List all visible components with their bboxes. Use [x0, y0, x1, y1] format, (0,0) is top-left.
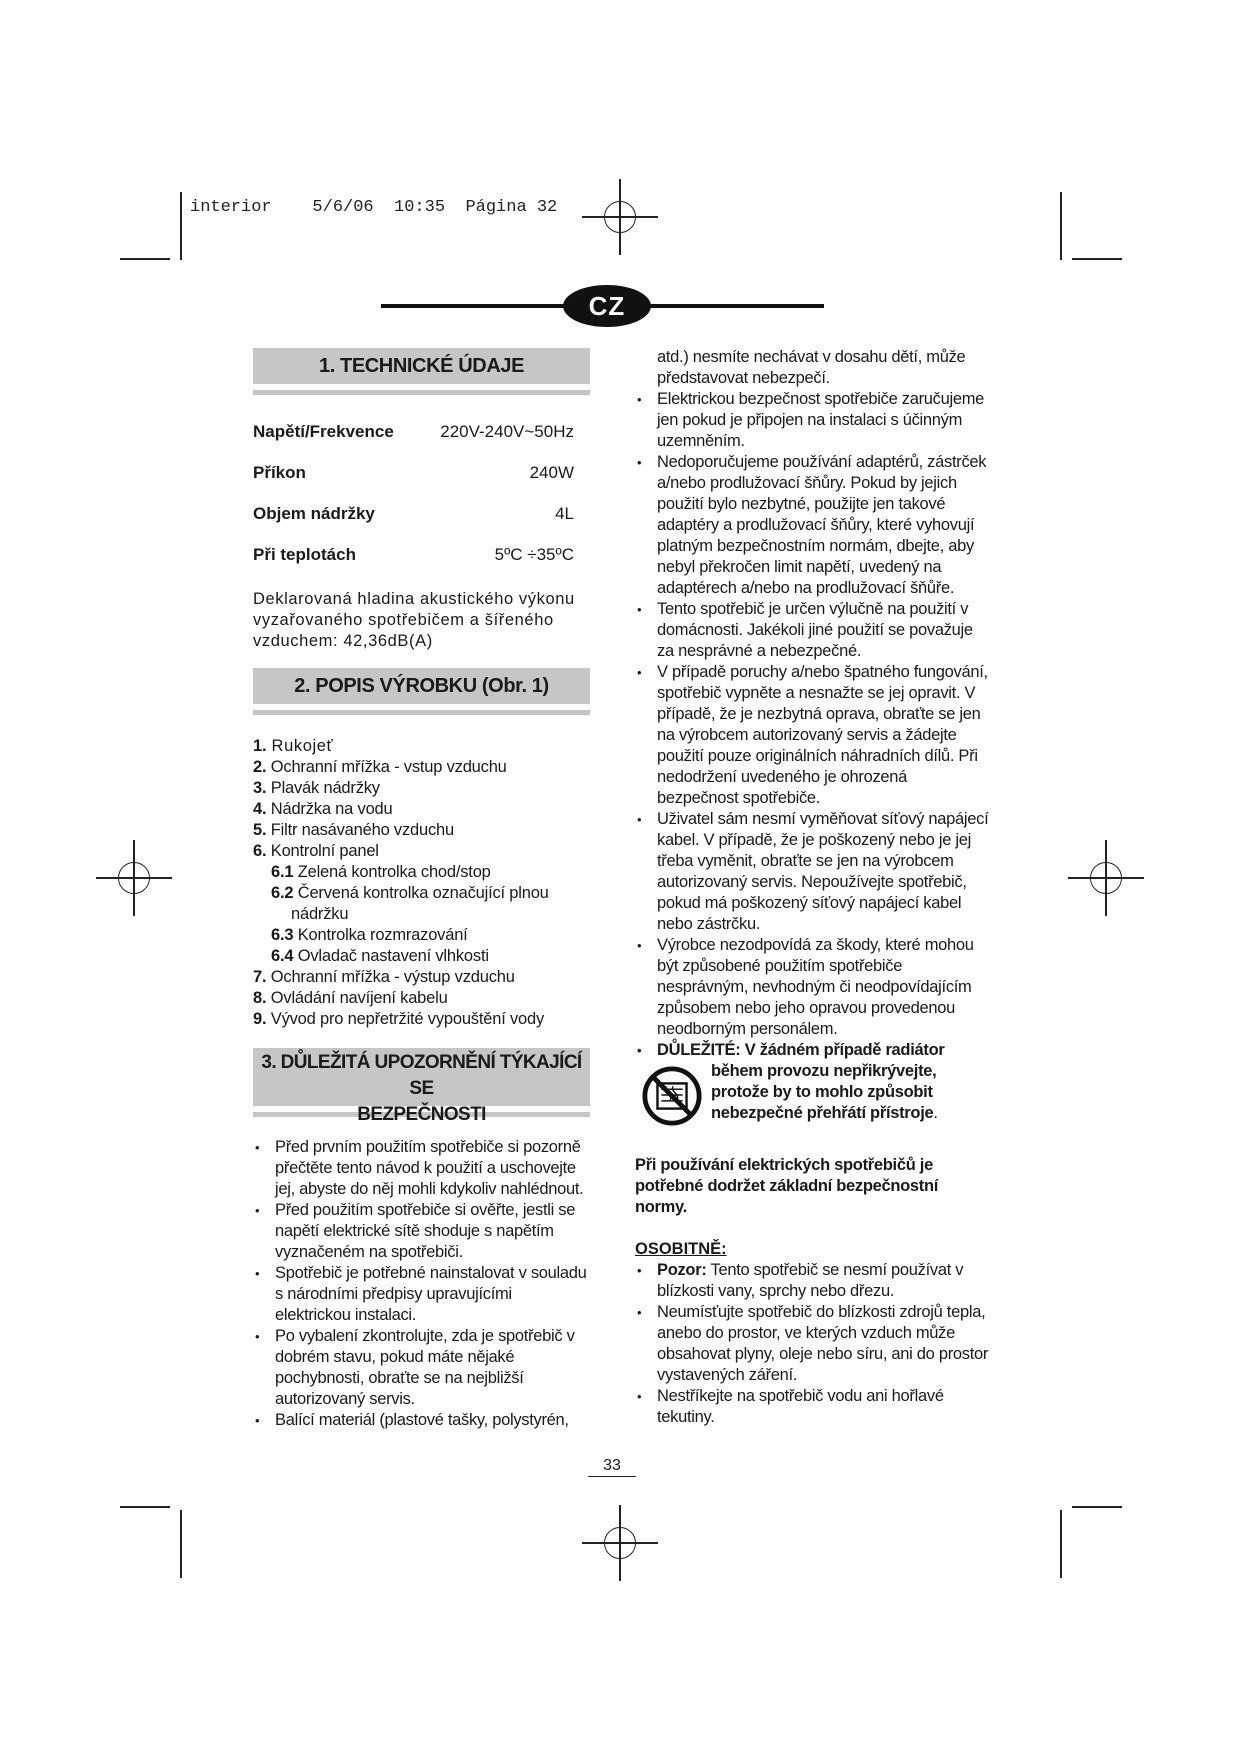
- list-item: • Elektrickou bezpečnost spotřebiče zaručujeme jen pokud je připojen na instalaci s účinným uzemněním.: [635, 389, 990, 452]
- important-label: DŮLEŽITÉ:: [657, 1041, 741, 1059]
- spec-label: Objem nádržky: [253, 503, 375, 523]
- list-item: • Tento spotřebič je určen výlučně na použití v domácnosti. Jakékoli jiné použití se považuje za nesprávné a nebezpečné.: [635, 599, 990, 662]
- list-item: 5. Filtr nasávaného vzduchu: [253, 821, 454, 839]
- list-item: • Neumísťujte spotřebič do blízkosti zdrojů tepla, anebo do prostor, ve kterých vzduch může obsahovat plyny, oleje nebo síru, ani do prostor vystavených záření.: [635, 1302, 990, 1386]
- list-item: 3. Plavák nádržky: [253, 779, 380, 797]
- registration-mark-icon: [600, 197, 640, 237]
- list-item: nádržku: [291, 905, 349, 923]
- list-item: 6.4 Ovladač nastavení vlhkosti: [271, 947, 489, 965]
- safety-list-left: [253, 1137, 590, 1431]
- spec-row: [253, 411, 590, 452]
- safety-list-right: [635, 347, 990, 1061]
- noise-note: Deklarovaná hladina akustického výkonu vyzařovaného spotřebičem a šířeného vzduchem: 42,36dB(A): [253, 590, 575, 650]
- crop-mark: [180, 192, 182, 260]
- section-heading-safety: [253, 1048, 590, 1125]
- list-item-continuation: atd.) nesmíte nechávat v dosahu dětí, může představovat nebezpečí.: [657, 348, 966, 387]
- header-band: [381, 304, 571, 308]
- section-heading-description: 2. POPIS VÝROBKU (Obr. 1): [253, 668, 590, 704]
- spec-row: [253, 534, 590, 575]
- list-item: 6.1 Zelená kontrolka chod/stop: [271, 863, 491, 881]
- spec-value: 5ºC ÷35ºC: [494, 544, 574, 564]
- list-item: • Po vybalení zkontrolujte, zda je spotřebič v dobrém stavu, pokud máte nějaké pochybnosti, obraťte se na nejbližší autorizovaný servis.: [253, 1326, 590, 1410]
- list-item: 6.3 Kontrolka rozmrazování: [271, 926, 468, 944]
- registration-mark-icon: [600, 1523, 640, 1563]
- important-text: V žádném případě radiátor: [740, 1041, 945, 1059]
- list-item: 1. Rukojeť: [253, 737, 334, 755]
- safety-heading-line: BEZPEČNOSTI: [357, 1104, 486, 1125]
- crop-mark: [120, 1506, 170, 1508]
- list-item: 9. Vývod pro nepřetržité vypouštění vody: [253, 1010, 545, 1028]
- special-heading: OSOBITNĚ:: [635, 1240, 727, 1258]
- crop-mark: [1072, 1506, 1122, 1508]
- important-item: [635, 1040, 990, 1061]
- spec-row: [253, 493, 590, 534]
- important-text-continued: během provozu nepřikrývejte, protože by to mohlo způsobit nebezpečné přehřátí přístroje.: [711, 1062, 938, 1122]
- right-column: [635, 347, 990, 1428]
- list-item: • Před prvním použitím spotřebiče si pozorně přečtěte tento návod k použití a uschovejte jej, abyste do něj mohli kdykoliv nahlédnout.: [253, 1137, 590, 1200]
- list-item: 6.2 Červená kontrolka označující plnou: [271, 884, 549, 902]
- header-band: [644, 304, 824, 308]
- list-item: 2. Ochranní mřížka - vstup vzduchu: [253, 758, 507, 776]
- do-not-cover-icon: [641, 1065, 703, 1127]
- spec-value: 220V-240V~50Hz: [440, 421, 574, 441]
- page-number: 33: [588, 1456, 636, 1477]
- crop-mark: [180, 1510, 182, 1578]
- list-item: • Nestříkejte na spotřebič vodu ani hořlavé tekutiny.: [635, 1386, 990, 1428]
- list-item: • Pozor: Tento spotřebič se nesmí používat v blízkosti vany, sprchy nebo dřezu.: [635, 1260, 990, 1302]
- list-item: 7. Ochranní mřížka - výstup vzduchu: [253, 968, 515, 986]
- spec-value: 240W: [529, 462, 574, 482]
- list-item: • Uživatel sám nesmí vyměňovat síťový napájecí kabel. V případě, že je poškozený nebo je jej třeba vyměnit, obraťte se jen na výrobcem autorizovaný servis. Nepoužívejte spotřebič, pokud má poškozený síťový napájecí kabel nebo zástrčku.: [635, 809, 990, 935]
- parts-list: [253, 736, 590, 1030]
- section-rule: [253, 390, 590, 395]
- crop-mark: [1072, 258, 1122, 260]
- section-rule: [253, 710, 590, 715]
- crop-mark: [120, 258, 170, 260]
- list-item: • Spotřebič je potřebné nainstalovat v souladu s národními předpisy upravujícími elektrickou instalaci.: [253, 1263, 590, 1326]
- spec-label: Při teplotách: [253, 544, 356, 564]
- spec-value: 4L: [555, 503, 574, 523]
- warning-row: [641, 1061, 990, 1127]
- spec-table: [253, 411, 590, 575]
- list-item: • Nedoporučujeme používání adaptérů, zástrček a/nebo prodlužovací šňůry. Pokud by jejich použití bylo nezbytné, použijte jen takové adaptéry a prodlužovací šňůry, které vyhovují platným bezpečnostním normám, dbejte, aby nebyl překročen limit napětí, uvedený na adaptérech a/nebo na prodlužovací šňůře.: [635, 452, 990, 599]
- list-item: 8. Ovládání navíjení kabelu: [253, 989, 448, 1007]
- spec-label: Napětí/Frekvence: [253, 421, 394, 441]
- special-list: [635, 1260, 990, 1428]
- list-item: • Balící materiál (plastové tašky, polystyrén,: [253, 1410, 590, 1431]
- general-rules: Při používání elektrických spotřebičů je potřebné dodržet základní bezpečnostní normy.: [635, 1156, 939, 1216]
- list-item: 6. Kontrolní panel: [253, 842, 379, 860]
- crop-mark: [1060, 1510, 1062, 1578]
- safety-heading-line: 3. DŮLEŽITÁ UPOZORNĚNÍ TÝKAJÍCÍ SE: [261, 1052, 582, 1099]
- spec-label: Příkon: [253, 462, 306, 482]
- print-slug: interior 5/6/06 10:35 Página 32: [190, 198, 558, 217]
- list-item: 4. Nádržka na vodu: [253, 800, 393, 818]
- registration-mark-icon: [1086, 858, 1126, 898]
- language-badge: CZ: [563, 285, 651, 327]
- crop-mark: [1060, 192, 1062, 260]
- spec-row: [253, 452, 590, 493]
- list-item: • V případě poruchy a/nebo špatného fungování, spotřebič vypněte a nesnažte se jej opravit. V případě, že je nezbytná oprava, obraťte se jen na výrobcem autorizovaný servis a žádejte použití pouze originálních náhradních dílů. Při nedodržení uvedeného je ohrozená bezpečnost spotřebiče.: [635, 662, 990, 809]
- registration-mark-icon: [114, 858, 154, 898]
- left-column: [253, 348, 590, 1431]
- section-heading-technical: 1. TECHNICKÉ ÚDAJE: [253, 348, 590, 384]
- list-item: • Výrobce nezodpovídá za škody, které mohou být způsobené použitím spotřebiče nesprávným, nevhodným či neodpovídajícím způsobem nebo jeho opravou provedenou neodborným personálem.: [635, 935, 990, 1040]
- list-item: • Před použitím spotřebiče si ověřte, jestli se napětí elektrické sítě shoduje s napětím vyznačeném na spotřebiči.: [253, 1200, 590, 1263]
